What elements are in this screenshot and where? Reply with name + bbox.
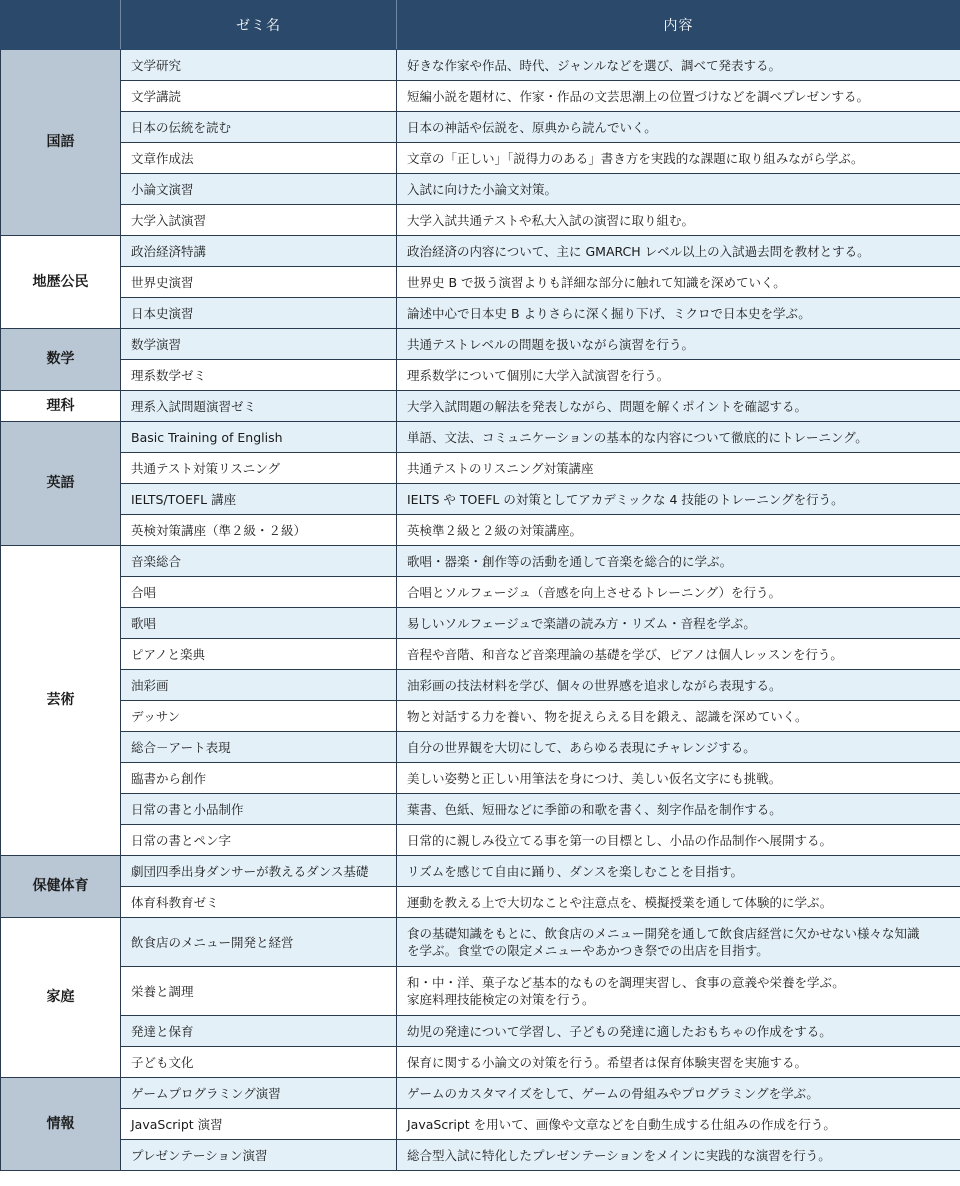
category-cell: 英語	[1, 422, 121, 546]
table-row	[1, 825, 960, 856]
seminar-name-cell: 合唱	[121, 577, 397, 608]
seminar-content-cell: 英検準２級と２級の対策講座。	[397, 515, 960, 546]
seminar-name-cell: 日本の伝統を読む	[121, 112, 397, 143]
seminar-content-cell: 理系数学について個別に大学入試演習を行う。	[397, 360, 960, 391]
seminar-content-cell: IELTS や TOEFL の対策としてアカデミックな 4 技能のトレーニングを行う。	[397, 484, 960, 515]
table-row	[1, 794, 960, 825]
seminar-name-cell: 小論文演習	[121, 174, 397, 205]
table-header	[1, 1, 960, 50]
header-content: 内容	[397, 1, 960, 50]
seminar-content-cell: 合唱とソルフェージュ（音感を向上させるトレーニング）を行う。	[397, 577, 960, 608]
seminar-content-cell: 自分の世界観を大切にして、あらゆる表現にチャレンジする。	[397, 732, 960, 763]
table-row	[1, 1140, 960, 1171]
seminar-name-cell: 劇団四季出身ダンサーが教えるダンス基礎	[121, 856, 397, 887]
table-row	[1, 81, 960, 112]
seminar-name-cell: 飲食店のメニュー開発と経営	[121, 918, 397, 967]
seminar-content-cell: 大学入試問題の解法を発表しながら、問題を解くポイントを確認する。	[397, 391, 960, 422]
content-line: を学ぶ。食堂での限定メニューやあかつき祭での出店を目指す。	[407, 943, 769, 958]
seminar-name-cell: 日常の書と小品制作	[121, 794, 397, 825]
seminar-name-cell: JavaScript 演習	[121, 1109, 397, 1140]
table-row	[1, 546, 960, 577]
table-row	[1, 887, 960, 918]
seminar-content-cell: 保育に関する小論文の対策を行う。希望者は保育体験実習を実施する。	[397, 1047, 960, 1078]
seminar-content-cell: 運動を教える上で大切なことや注意点を、模擬授業を通して体験的に学ぶ。	[397, 887, 960, 918]
seminar-name-cell: 共通テスト対策リスニング	[121, 453, 397, 484]
seminar-name-cell: 文学講読	[121, 81, 397, 112]
table-row	[1, 639, 960, 670]
seminar-name-cell: 油彩画	[121, 670, 397, 701]
category-cell: 国語	[1, 50, 121, 236]
table-row	[1, 360, 960, 391]
table-row	[1, 329, 960, 360]
category-cell: 芸術	[1, 546, 121, 856]
seminar-content-cell: 易しいソルフェージュで楽譜の読み方・リズム・音程を学ぶ。	[397, 608, 960, 639]
table-row	[1, 577, 960, 608]
table-row	[1, 50, 960, 81]
table-row	[1, 484, 960, 515]
seminar-content-cell: 幼児の発達について学習し、子どもの発達に適したおもちゃの作成をする。	[397, 1016, 960, 1047]
header-zemi-name: ゼミ名	[121, 1, 397, 50]
seminar-content-cell: 総合型入試に特化したプレゼンテーションをメインに実践的な演習を行う。	[397, 1140, 960, 1171]
seminar-content-cell: 文章の「正しい」「説得力のある」書き方を実践的な課題に取り組みながら学ぶ。	[397, 143, 960, 174]
table-row	[1, 174, 960, 205]
seminar-name-cell: 総合－アート表現	[121, 732, 397, 763]
category-cell: 数学	[1, 329, 121, 391]
seminar-content-cell: 音程や音階、和音など音楽理論の基礎を学び、ピアノは個人レッスンを行う。	[397, 639, 960, 670]
table-row	[1, 732, 960, 763]
table-row	[1, 967, 960, 1016]
seminar-name-cell: 政治経済特講	[121, 236, 397, 267]
seminar-name-cell: 日常の書とペン字	[121, 825, 397, 856]
table-row	[1, 701, 960, 732]
table-row	[1, 670, 960, 701]
content-line: 食の基礎知識をもとに、飲食店のメニュー開発を通して飲食店経営に欠かせない様々な知識	[407, 926, 920, 941]
seminar-name-cell: 文章作成法	[121, 143, 397, 174]
category-cell: 地歴公民	[1, 236, 121, 329]
seminar-content-cell: リズムを感じて自由に踊り、ダンスを楽しむことを目指す。	[397, 856, 960, 887]
seminar-name-cell: 理系入試問題演習ゼミ	[121, 391, 397, 422]
seminar-content-cell: 葉書、色紙、短冊などに季節の和歌を書く、刻字作品を制作する。	[397, 794, 960, 825]
table-row	[1, 205, 960, 236]
seminar-name-cell: 文学研究	[121, 50, 397, 81]
seminar-name-cell: IELTS/TOEFL 講座	[121, 484, 397, 515]
seminar-name-cell: 大学入試演習	[121, 205, 397, 236]
seminar-content-cell: 美しい姿勢と正しい用筆法を身につけ、美しい仮名文字にも挑戦。	[397, 763, 960, 794]
table-row	[1, 608, 960, 639]
seminar-content-cell	[397, 967, 960, 1016]
seminar-content-cell: 日本の神話や伝説を、原典から読んでいく。	[397, 112, 960, 143]
table-row	[1, 267, 960, 298]
table-row	[1, 143, 960, 174]
table-row	[1, 236, 960, 267]
seminar-name-cell: 音楽総合	[121, 546, 397, 577]
seminar-name-cell: 数学演習	[121, 329, 397, 360]
seminar-name-cell: 栄養と調理	[121, 967, 397, 1016]
seminar-name-cell: ピアノと楽典	[121, 639, 397, 670]
table-row	[1, 453, 960, 484]
seminar-name-cell: 発達と保育	[121, 1016, 397, 1047]
seminar-content-cell: 好きな作家や作品、時代、ジャンルなどを選び、調べて発表する。	[397, 50, 960, 81]
seminar-content-cell: 大学入試共通テストや私大入試の演習に取り組む。	[397, 205, 960, 236]
seminar-name-cell: Basic Training of English	[121, 422, 397, 453]
seminar-content-cell: 共通テストのリスニング対策講座	[397, 453, 960, 484]
seminar-content-cell: 日常的に親しみ役立てる事を第一の目標とし、小品の作品制作へ展開する。	[397, 825, 960, 856]
seminar-content-cell: 物と対話する力を養い、物を捉えらえる目を鍛え、認識を深めていく。	[397, 701, 960, 732]
seminar-name-cell: 歌唱	[121, 608, 397, 639]
category-cell: 理科	[1, 391, 121, 422]
table-row	[1, 856, 960, 887]
table-row	[1, 112, 960, 143]
table-row	[1, 515, 960, 546]
seminar-name-cell: 子ども文化	[121, 1047, 397, 1078]
seminar-content-cell: ゲームのカスタマイズをして、ゲームの骨組みやプログラミングを学ぶ。	[397, 1078, 960, 1109]
table-row	[1, 918, 960, 967]
seminar-name-cell: 理系数学ゼミ	[121, 360, 397, 391]
seminar-name-cell: 体育科教育ゼミ	[121, 887, 397, 918]
table-row	[1, 1078, 960, 1109]
seminar-content-cell: 入試に向けた小論文対策。	[397, 174, 960, 205]
seminar-content-cell: 単語、文法、コミュニケーションの基本的な内容について徹底的にトレーニング。	[397, 422, 960, 453]
header-blank	[1, 1, 121, 50]
table-row	[1, 763, 960, 794]
seminar-content-cell	[397, 918, 960, 967]
table-body	[1, 50, 960, 1171]
seminar-name-cell: プレゼンテーション演習	[121, 1140, 397, 1171]
table-row	[1, 1109, 960, 1140]
seminar-content-cell: 世界史 B で扱う演習よりも詳細な部分に触れて知識を深めていく。	[397, 267, 960, 298]
content-line: 和・中・洋、菓子など基本的なものを調理実習し、食事の意義や栄養を学ぶ。	[407, 975, 845, 990]
seminar-content-cell: 政治経済の内容について、主に GMARCH レベル以上の入試過去問を教材とする。	[397, 236, 960, 267]
seminar-content-cell: JavaScript を用いて、画像や文章などを自動生成する仕組みの作成を行う。	[397, 1109, 960, 1140]
seminar-name-cell: ゲームプログラミング演習	[121, 1078, 397, 1109]
header-row	[1, 1, 960, 50]
seminar-content-cell: 共通テストレベルの問題を扱いながら演習を行う。	[397, 329, 960, 360]
seminar-name-cell: デッサン	[121, 701, 397, 732]
category-cell: 保健体育	[1, 856, 121, 918]
table-row	[1, 1047, 960, 1078]
category-cell: 情報	[1, 1078, 121, 1171]
seminar-name-cell: 臨書から創作	[121, 763, 397, 794]
table-row	[1, 391, 960, 422]
seminar-content-cell: 論述中心で日本史 B よりさらに深く掘り下げ、ミクロで日本史を学ぶ。	[397, 298, 960, 329]
category-cell: 家庭	[1, 918, 121, 1078]
seminar-name-cell: 世界史演習	[121, 267, 397, 298]
content-line: 家庭料理技能検定の対策を行う。	[407, 992, 595, 1007]
seminar-name-cell: 英検対策講座（準２級・２級）	[121, 515, 397, 546]
table-row	[1, 298, 960, 329]
seminar-content-cell: 油彩画の技法材料を学び、個々の世界感を追求しながら表現する。	[397, 670, 960, 701]
seminar-name-cell: 日本史演習	[121, 298, 397, 329]
seminar-content-cell: 短編小説を題材に、作家・作品の文芸思潮上の位置づけなどを調べプレゼンする。	[397, 81, 960, 112]
table-row	[1, 422, 960, 453]
seminar-content-cell: 歌唱・器楽・創作等の活動を通して音楽を総合的に学ぶ。	[397, 546, 960, 577]
table-row	[1, 1016, 960, 1047]
